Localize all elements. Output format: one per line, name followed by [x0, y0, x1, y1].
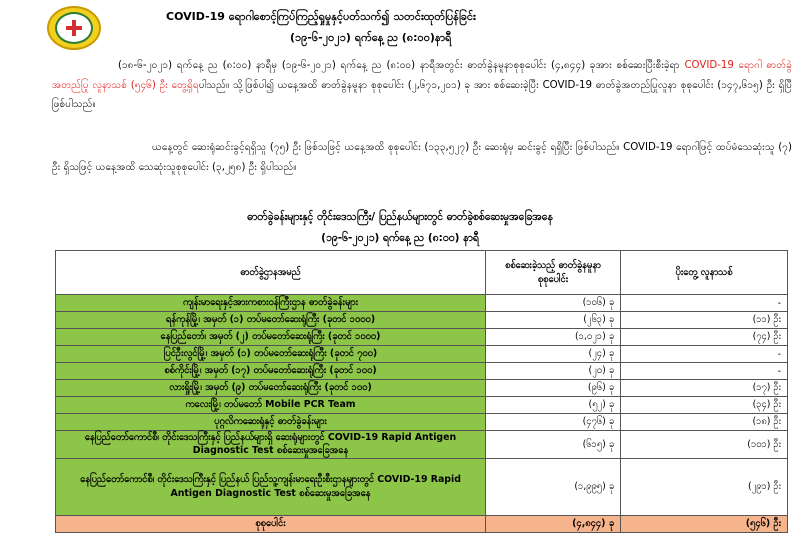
new-cases-highlight: COVID-19 ရောဂါ ဓာတ်ခွဲအတည်ပြု လူနာသစ် (၅၄၆) ဦး တွေ့ရှိရ: [52, 60, 792, 91]
table-row: [56, 431, 788, 459]
lab-name: ပြင်ဦးလွင်မြို့၊ အမှတ် (၁) တပ်မတော်ဆေးရုံကြီး (ခုတင် ၇၀၀): [56, 346, 486, 363]
header-lab-name: ဓာတ်ခွဲဌာနအမည်: [56, 251, 486, 295]
positive-count: (၁၁) ဦး: [621, 312, 788, 329]
total-positive: (၅၄၆) ဦး: [621, 516, 788, 533]
total-row: [56, 516, 788, 533]
recovery-text: ယနေ့တွင် ဆေးရုံဆင်းခွင့်ရရှိသူ (၇၅) ဦး ဖြစ်သဖြင့် ယနေ့အထိ စုစုပေါင်း (၁၃၃,၅၂၇) ဦး ဆေးရုံမှ ဆင်းခွင့် ရရှိပြီး ဖြစ်ပါသည်။ COVID-19 ရောဂါဖြင့် ထပ်မံသေဆုံးသူ (၇) ဦး ရှိသဖြင့် ယနေ့အထိ သေဆုံးသူစုစုပေါင်း (၃,၂၅၈) ဦး ရှိပါသည်။: [52, 142, 792, 173]
table-header-row: [56, 251, 788, 295]
header-positive: ပိုးတွေ့ လူနာသစ်: [621, 251, 788, 295]
section-title: ဓာတ်ခွဲခန်းများနှင့် တိုင်းဒေသကြီး/ ပြည်နယ်များတွင် ဓာတ်ခွဲစစ်ဆေးမှုအခြေအနေ: [247, 211, 553, 223]
table-row: [56, 312, 788, 329]
total-tested: (၄,၈၄၄) ခု: [486, 516, 621, 533]
positive-count: (၁၀၁) ဦး: [621, 431, 788, 459]
tested-count: (၉၆) ခု: [486, 380, 621, 397]
table-row: [56, 414, 788, 431]
tested-count: (၂၄) ခု: [486, 346, 621, 363]
lab-name: ရန်ကုန်မြို့၊ အမှတ် (၁) တပ်မတော်ဆေးရုံကြီး (ခုတင် ၁၀၀၀): [56, 312, 486, 329]
lab-name: နေပြည်တော်၊ အမှတ် (၂) တပ်မတော်ဆေးရုံကြီး (ခုတင် ၁၀၀၀): [56, 329, 486, 346]
lab-name: စစ်ကိုင်းမြို့၊ အမှတ် (၁၇) တပ်မတော်ဆေးရုံကြီး (ခုတင် ၁၀၀): [56, 363, 486, 380]
positive-count: (၁၇) ဦး: [621, 380, 788, 397]
table-row: [56, 363, 788, 380]
table-row: [56, 295, 788, 312]
lab-name: ပုဂ္ဂလိကဆေးရုံနှင့် ဓာတ်ခွဲခန်းများ: [56, 414, 486, 431]
positive-count: -: [621, 295, 788, 312]
tested-count: (၁,၀၂၁) ခု: [486, 329, 621, 346]
tested-count: (၂၆၃) ခု: [486, 312, 621, 329]
recovery-paragraph: [52, 138, 792, 177]
lab-name: နေပြည်တော်ကောင်စီ၊ တိုင်းဒေသကြီးနှင့် ပြည်နယ် ပြည်သူ့ကျန်းမာရေးဦးစီးဌာနများတွင် COVID-19 Rapid Antigen Diagnostic Test စစ်ဆေးမှုအခြေအနေ: [56, 459, 486, 516]
table-row: [56, 380, 788, 397]
page-title: COVID-19 ရောဂါစောင့်ကြပ်ကြည့်ရှုမှုနှင့်ပတ်သက်၍ သတင်းထုတ်ပြန်ခြင်း: [166, 10, 476, 23]
tested-count: (၆၁၅) ခု: [486, 431, 621, 459]
lab-results-table: [55, 250, 788, 533]
summary-paragraph: [52, 56, 792, 115]
lab-name: နေပြည်တော်ကောင်စီ၊ တိုင်းဒေသကြီးနှင့် ပြည်နယ်များရှိ ဆေးရုံများတွင် COVID-19 Rapid Antigen Diagnostic Test စစ်ဆေးမှုအခြေအနေ: [56, 431, 486, 459]
lab-name: ကလေးမြို့၊ တပ်မတော် Mobile PCR Team: [56, 397, 486, 414]
positive-count: -: [621, 346, 788, 363]
table-row: [56, 397, 788, 414]
table-row: [56, 459, 788, 516]
tested-count: (၄၇၆) ခု: [486, 414, 621, 431]
table-row: [56, 329, 788, 346]
tested-count: (၁၀၆) ခု: [486, 295, 621, 312]
table-row: [56, 346, 788, 363]
positive-count: (၂၉၁) ဦး: [621, 459, 788, 516]
positive-count: (၃၄) ဦး: [621, 397, 788, 414]
summary-text-1: (၁၈-၆-၂၀၂၁) ရက်နေ့ ည (၈:၀၀) နာရီမှ (၁၉-၆-၂၀၂၁) ရက်နေ့ ည (၈:၀၀) နာရီအတွင်း ဓာတ်ခွဲနမူနာစုစုပေါင်း (၄,၈၄၄) ခုအား စစ်ဆေးပြီးစီးခဲ့ရာ: [118, 60, 685, 71]
positive-count: -: [621, 363, 788, 380]
tested-count: (၁,၉၉၅) ခု: [486, 459, 621, 516]
tested-count: (၂၀) ခု: [486, 363, 621, 380]
page-subtitle: (၁၉-၆-၂၀၂၁) ရက်နေ့ ည (၈:၀၀)နာရီ: [290, 31, 452, 44]
positive-count: (၇၄) ဦး: [621, 329, 788, 346]
lab-name: ကျန်းမာရေးနှင့်အားကစားဝန်ကြီးဌာန ဓာတ်ခွဲခန်းများ: [56, 295, 486, 312]
header-tested: စစ်ဆေးခဲ့သည့် ဓာတ်ခွဲနမူနာ စုစုပေါင်း: [486, 251, 621, 295]
section-subtitle: (၁၉-၆-၂၀၂၁) ရက်နေ့ ည (၈:၀၀) နာရီ: [321, 232, 479, 244]
lab-name: လားရှိုးမြို့၊ အမှတ် (၉) တပ်မတော်ဆေးရုံကြီး (ခုတင် ၁၀၀): [56, 380, 486, 397]
total-label: စုစုပေါင်း: [56, 516, 486, 533]
tested-count: (၅၂) ခု: [486, 397, 621, 414]
ministry-seal-icon: [47, 6, 101, 50]
summary-text-2: ပါသည်။ သို့ဖြစ်ပါ၍ ယနေ့အထိ ဓာတ်ခွဲနမူနာ စုစုပေါင်း (၂,၆၇၁,၂၀၁) ခု အား စစ်ဆေးခဲ့ပြီး COVID-19 ဓာတ်ခွဲအတည်ပြုလူနာ စုစုပေါင်း (၁၄၇,၆၁၅) ဦး ရှိပြီ ဖြစ်ပါသည်။: [52, 79, 793, 110]
positive-count: (၁၈) ဦး: [621, 414, 788, 431]
